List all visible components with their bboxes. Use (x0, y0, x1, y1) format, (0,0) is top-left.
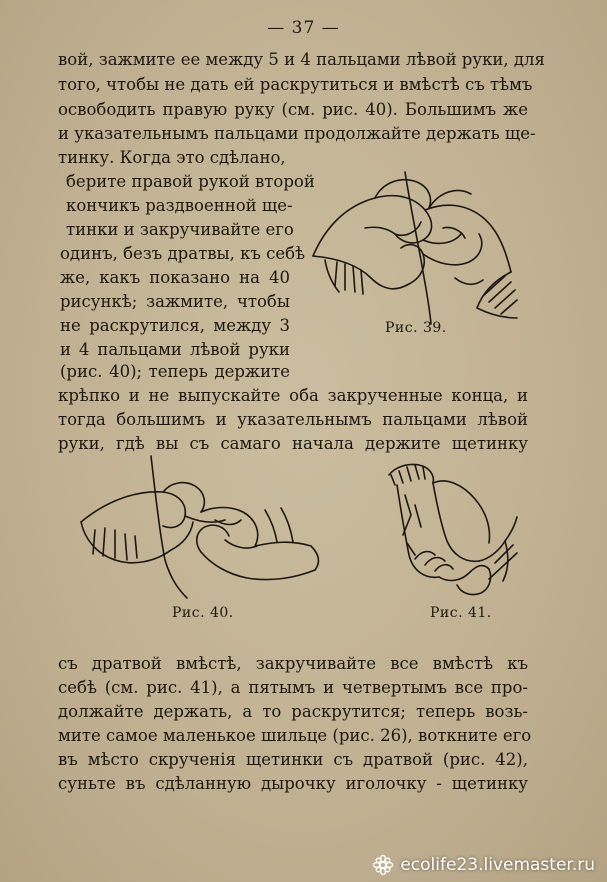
text-line: же, какъ показано на 40 (60, 268, 290, 287)
text-line: руки, гдѣ вы съ самаго начала держите щетинку (58, 434, 528, 453)
text-line: одинъ, безъ дратвы, къ себѣ (60, 244, 306, 263)
text-line: съ дратвой вмѣстѣ, закручивайте все вмѣстѣ къ (58, 654, 528, 673)
text-line: рисункѣ; зажмите, чтобы (60, 292, 290, 311)
figure-41-hands-illustration (385, 455, 520, 605)
text-line: суньте въ сдѣланную дырочку иголочку - щетинку (58, 774, 528, 793)
text-line: не раскрутился, между 3 (60, 316, 290, 335)
text-line: крѣпко и не выпускайте оба закрученные конца, и (58, 386, 528, 405)
text-line: освободить правую руку (см. рис. 40). Большимъ же (58, 100, 528, 119)
text-line: тогда большимъ и указательнымъ пальцами лѣвой (58, 410, 528, 429)
text-line: тинки и закручивайте его (66, 220, 294, 239)
text-line: въ мѣсто скрученія щетинки съ дратвой (рис. 42), (58, 750, 528, 769)
text-line: и указательнымъ пальцами продолжайте держать ще- (58, 124, 536, 143)
text-line: кончикъ раздвоенной ще- (66, 196, 293, 215)
text-line: берите правой рукой второй (66, 172, 315, 191)
page-number: — 37 — (267, 18, 340, 38)
figure-39-hands-illustration (305, 168, 520, 328)
text-line: мите самое маленькое шильце (рис. 26), воткните его (58, 726, 532, 745)
figure-39-caption: Рис. 39. (385, 320, 447, 336)
figure-40-caption: Рис. 40. (172, 605, 234, 621)
text-line: того, чтобы не дать ей раскрутиться и вмѣстѣ съ тѣмъ (58, 75, 533, 94)
text-line: себѣ (см. рис. 41), а пятымъ и четвертымъ все про- (58, 678, 528, 697)
text-line: должайте держать, а то раскрутится; теперь возь- (58, 702, 528, 721)
text-line: вой, зажмите ее между 5 и 4 пальцами лѣвой руки, для (58, 50, 545, 69)
figure-41-caption: Рис. 41. (430, 605, 492, 621)
flower-icon (372, 854, 394, 876)
text-line: (рис. 40); теперь держите (60, 362, 290, 381)
watermark-text: ecolife23.livemaster.ru (400, 855, 595, 875)
watermark (372, 854, 595, 876)
figure-40-hands-illustration (75, 450, 325, 600)
text-line: и 4 пальцами лѣвой руки (60, 340, 290, 359)
text-line: тинку. Когда это сдѣлано, (58, 148, 286, 167)
